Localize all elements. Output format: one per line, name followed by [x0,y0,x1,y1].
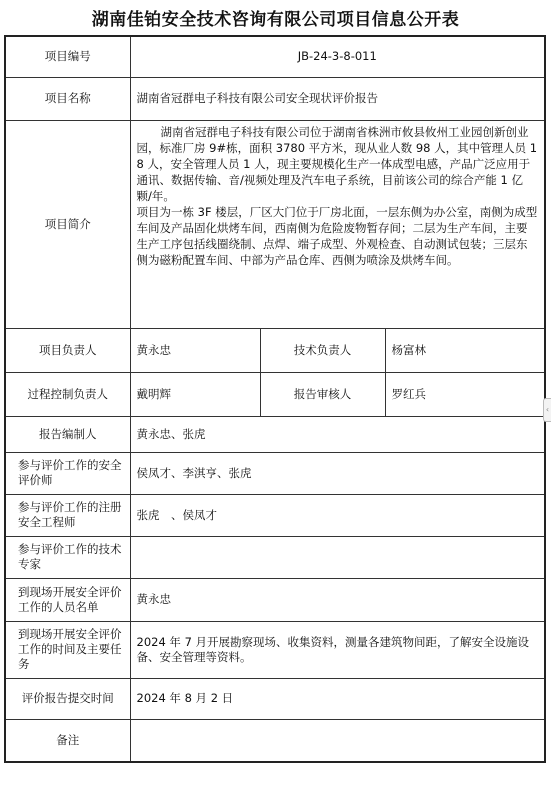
engineers-label: 参与评价工作的注册安全工程师 [5,494,130,536]
row-remarks [5,719,545,762]
process-control-label: 过程控制负责人 [5,372,130,416]
remarks-value [130,719,545,762]
onsite-tasks-label: 到现场开展安全评价工作的时间及主要任务 [5,621,130,678]
row-onsite-tasks [5,621,545,678]
row-control [5,372,545,416]
row-authors [5,416,545,452]
evaluators-label: 参与评价工作的安全评价师 [5,452,130,494]
submit-date-value: 2024 年 8 月 2 日 [130,678,545,719]
report-reviewer-label: 报告审核人 [260,372,385,416]
report-authors-label: 报告编制人 [5,416,130,452]
experts-label: 参与评价工作的技术专家 [5,536,130,578]
row-onsite-people [5,578,545,621]
project-no-label: 项目编号 [5,36,130,77]
row-evaluators [5,452,545,494]
submit-date-label: 评价报告提交时间 [5,678,130,719]
row-engineers [5,494,545,536]
row-submit-date [5,678,545,719]
report-reviewer-value: 罗红兵 [385,372,545,416]
side-panel-handle[interactable]: ‹ [543,398,551,422]
row-project-intro [5,120,545,328]
technical-lead-label: 技术负责人 [260,328,385,372]
onsite-people-value: 黄永忠 [130,578,545,621]
evaluators-value: 侯凤才、李淇亨、张虎 [130,452,545,494]
onsite-tasks-value: 2024 年 7 月开展勘察现场、收集资料，测量各建筑物间距，了解安全设施设备、安全管理等资料。 [130,621,545,678]
project-name-value: 湖南省冠群电子科技有限公司安全现状评价报告 [130,77,545,120]
engineers-value: 张虎 、侯凤才 [130,494,545,536]
row-project-no [5,36,545,77]
project-no-value: JB-24-3-8-011 [130,36,545,77]
intro-paragraph-2: 项目为一栋 3F 楼层，厂区大门位于厂房北面，一层东侧为办公室，南侧为成型车间及产品固化烘烤车间，西南侧为危险废物暂存间；二层为生产车间，主要生产工序包括线圈绕制、点焊、端子成型、外观检查、自动测试包装；三层东侧为磁粉配置车间、中部为产品仓库、西侧为喷涂及烘烤车间。 [136,204,538,267]
row-project-name [5,77,545,120]
report-authors-value: 黄永忠、张虎 [130,416,545,452]
onsite-people-label: 到现场开展安全评价工作的人员名单 [5,578,130,621]
project-manager-value: 黄永忠 [130,328,260,372]
intro-paragraph-1: 湖南省冠群电子科技有限公司位于湖南省株洲市攸县攸州工业园创新创业园，标准厂房 9#栋，面积 3780 平方米，现从业人数 98 人，其中管理人员 18 人，安全管理人员 1 人，现主要规模化生产一体成型电感，产品广泛应用于通讯、数据传输、音/视频处理及汽车电子系统，目前该公司的综合产能 1 亿颗/年。 [136,124,538,203]
row-leaders [5,328,545,372]
row-experts [5,536,545,578]
page-title: 湖南佳铂安全技术咨询有限公司项目信息公开表 [91,10,460,30]
technical-lead-value: 杨富林 [385,328,545,372]
experts-value [130,536,545,578]
project-intro-value [130,120,545,328]
project-info-table [4,35,546,763]
project-manager-label: 项目负责人 [5,328,130,372]
project-intro-label: 项目简介 [5,120,130,328]
process-control-value: 戴明辉 [130,372,260,416]
remarks-label: 备注 [5,719,130,762]
project-name-label: 项目名称 [5,77,130,120]
